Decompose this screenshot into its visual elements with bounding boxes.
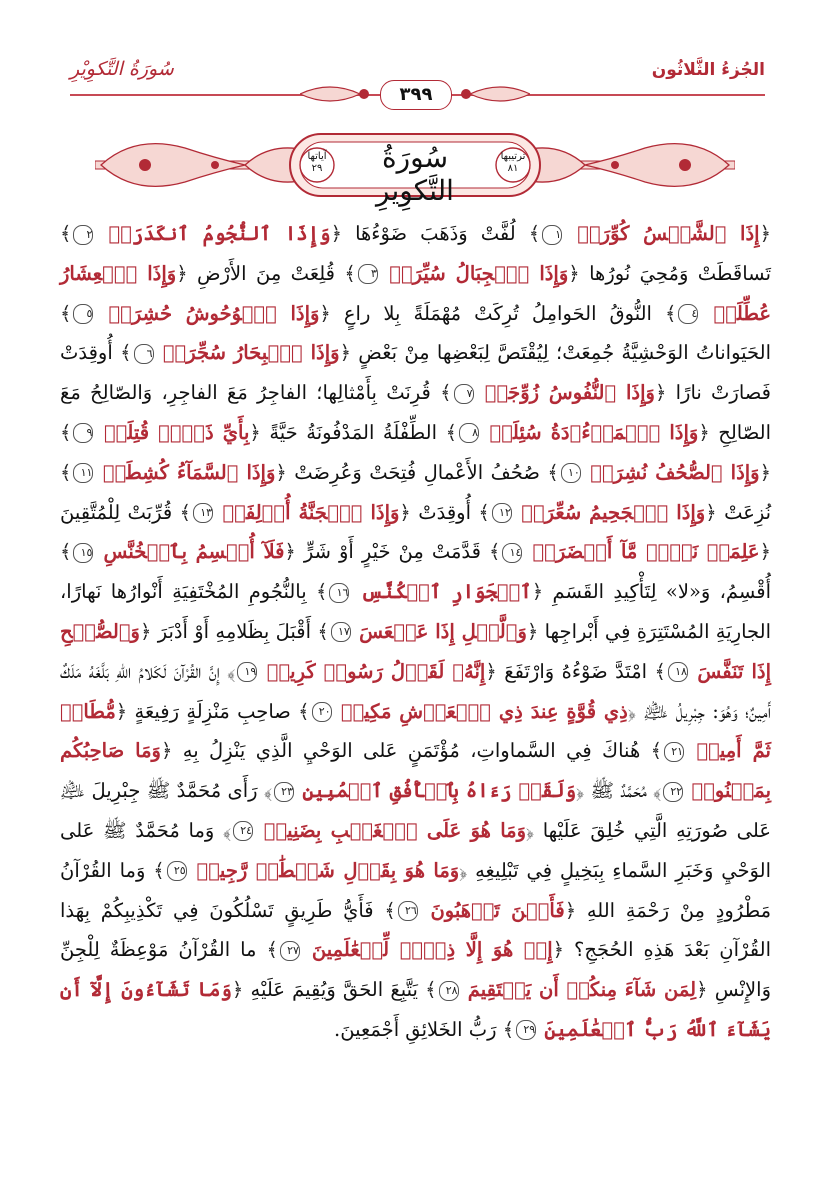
verse-explanation: رَبُّ الخَلائِقِ أَجْمَعِينَ. bbox=[334, 1017, 497, 1041]
verse-close-bracket: ﴾ bbox=[179, 500, 192, 524]
verse-open-bracket: ﴿ bbox=[759, 222, 772, 245]
verse-explanation: امْتَدَّ ضَوْءُهُ وَارْتَفَعَ bbox=[496, 659, 648, 683]
verse-close-bracket: ﴾ bbox=[489, 540, 501, 564]
verse-close-bracket: ﴾ bbox=[120, 341, 132, 365]
verse-number: ١٦ bbox=[329, 583, 349, 603]
verse-close-bracket: ﴾ bbox=[650, 739, 663, 763]
verse-explanation: قُرِنَتْ بِأَمْثالِها؛ الفاجِرُ مَعَ الفاجِرِ، وَالصّالِحُ مَعَ الصّالِحِ bbox=[60, 381, 772, 444]
verse-explanation: أُقْسِمُ، وَ«لا» لِتَأْكِيدِ القَسَمِ bbox=[543, 580, 772, 604]
verse-explanation: ما القُرْآنُ مَوْعِظَةٌ لِلْجِنِّ وَالإِنْسِ bbox=[60, 938, 771, 1002]
verse-open-bracket: ﴿ bbox=[459, 858, 468, 882]
verse-text: وَٱلصُّبۡحِ إِذَا تَنَفَّسَ bbox=[60, 619, 771, 683]
verse bbox=[60, 501, 411, 524]
verse bbox=[60, 421, 261, 444]
verse-explanation: نُزِعَتْ bbox=[716, 500, 772, 524]
verse-text: إِذَا ٱلشَّمۡسُ كُوِّرَتۡ bbox=[577, 222, 760, 245]
verse bbox=[261, 421, 710, 444]
verse-number: ٢٣ bbox=[274, 782, 294, 802]
verse-close-bracket: ﴾ bbox=[266, 938, 278, 962]
verse-open-bracket: ﴿ bbox=[139, 619, 152, 643]
verse-close-bracket: ﴾ bbox=[227, 659, 236, 683]
verse-open-bracket: ﴿ bbox=[759, 460, 772, 484]
verse-text: وَمَا هُوَ بِقَوۡلِ شَيۡطَٰنٖ رَّجِيمٖ bbox=[196, 858, 460, 882]
verse-open-bracket: ﴿ bbox=[319, 301, 331, 325]
verse-open-bracket: ﴿ bbox=[531, 580, 544, 604]
verse-text: وَإِذَا ٱلنُّفُوسُ زُوِّجَتۡ bbox=[484, 381, 655, 405]
verse bbox=[243, 978, 707, 1001]
verse-number: ٨ bbox=[459, 423, 479, 443]
verse-text: وَإِذَا ٱلۡعِشَارُ عُطِّلَتۡ bbox=[60, 261, 771, 325]
verse-close-bracket: ﴾ bbox=[478, 500, 490, 524]
juz-title: الجُزءُ الثَّلاثُون bbox=[651, 60, 765, 80]
verse-open-bracket: ﴿ bbox=[399, 500, 411, 524]
verse-open-bracket: ﴿ bbox=[115, 699, 128, 723]
verse-explanation: أَقْبَلَ بِظَلامِهِ أَوْ أَدْبَرَ bbox=[151, 619, 312, 643]
verse-explanation: وَما مُحَمَّدٌ ﷺ عَلى الوَحْيِ وَخَبَرِ السَّماءِ بِبَخِيلٍ فِي تَبْلِيغِهِ bbox=[60, 818, 771, 882]
verse-close-bracket: ﴾ bbox=[440, 381, 452, 405]
verse-explanation: وَما القُرْآنُ مَطْرُودٍ مِنْ رَحْمَةِ اللهِ bbox=[60, 858, 772, 922]
verse-close-bracket: ﴾ bbox=[317, 619, 329, 643]
verse-close-bracket: ﴾ bbox=[547, 460, 559, 484]
verse-number: ١٠ bbox=[561, 463, 581, 483]
verse-text: إِنَّهُۥ لَقَوۡلُ رَسُولٖ كَرِيمٖ bbox=[266, 659, 486, 683]
verse-number: ٩ bbox=[73, 423, 93, 443]
verse-number: ٢٥ bbox=[167, 861, 187, 881]
verse-explanation: صُحُفُ الأَعْمالِ فُتِحَتْ وَعُرِضَتْ bbox=[286, 460, 540, 484]
verse-text: ٱلۡجَوَارِ ٱلۡكُنَّسِ bbox=[360, 580, 532, 604]
verse-text: وَمَا صَاحِبُكُم بِمَجۡنُونٖ bbox=[60, 739, 771, 803]
verse-number: ٢٠ bbox=[312, 702, 332, 722]
verse bbox=[411, 501, 717, 524]
verse-open-bracket: ﴿ bbox=[627, 699, 636, 723]
verse-number: ٦ bbox=[134, 344, 154, 364]
verse-explanation: أُوقِدَتْ فَصارَتْ نارًا bbox=[60, 341, 772, 405]
order-value: ٨١ bbox=[507, 163, 519, 174]
verse-text: مُّطَاعٖ ثَمَّ أَمِينٖ bbox=[60, 699, 771, 763]
verse-close-bracket: ﴾ bbox=[344, 261, 356, 285]
verse-text: وَٱلَّيۡلِ إِذَا عَسۡعَسَ bbox=[359, 619, 527, 643]
verse bbox=[151, 620, 538, 643]
verse-text: بِأَيِّ ذَنۢبٖ قُتِلَتۡ bbox=[103, 420, 250, 444]
surah-title: سُورَةُ التَّكوِيرِ bbox=[376, 141, 454, 207]
verse-explanation: صاحِبِ مَنْزِلَةٍ رَفِيعَةٍ bbox=[127, 699, 291, 723]
verse-explanation: قُرِّبَتْ لِلْمُتَّقِينَ bbox=[60, 500, 173, 524]
verse-open-bracket: ﴿ bbox=[485, 659, 497, 683]
verse-open-bracket: ﴿ bbox=[759, 540, 771, 564]
verse-explanation: بِالنُّجُومِ المُخْتَفِيَةِ أَنْوارُها نَهارًا، الجارِيَةِ المُسْتَتِرَةِ فِي أَبْراجِها bbox=[60, 580, 771, 643]
verse-text: وَإِذَا ٱلصُّحُفُ نُشِرَتۡ bbox=[590, 460, 760, 484]
verse-text: وَإِذَا ٱلۡجَنَّةُ أُزۡلِفَتۡ bbox=[222, 500, 400, 524]
verse-close-bracket: ﴾ bbox=[654, 659, 666, 683]
verse-open-bracket: ﴿ bbox=[275, 460, 287, 484]
verse-number: ١٣ bbox=[193, 503, 213, 523]
verse-text: وَمَا تَشَآءُونَ إِلَّآ أَن يَشَآءَ ٱللَّهُ رَبُّ ٱلۡعَٰلَمِينَ bbox=[60, 978, 771, 1041]
verse-number: ١٤ bbox=[502, 543, 522, 563]
verse-explanation: النُّوقُ الحَوامِلُ تُرِكَتْ مُهْمَلَةً بِلا راعٍ bbox=[330, 301, 652, 325]
verse bbox=[296, 540, 771, 563]
verse-close-bracket: ﴾ bbox=[60, 222, 72, 245]
verse-close-bracket: ﴾ bbox=[425, 978, 437, 1002]
verse-number: ٢٢ bbox=[663, 782, 683, 802]
verse-close-bracket: ﴾ bbox=[60, 460, 72, 484]
verse-number: ٤ bbox=[678, 304, 698, 324]
header-surah-name: سُورَةُ التَّكوِيْرِ bbox=[70, 58, 174, 80]
verse-text: ذِي قُوَّةٍ عِندَ ذِي ٱلۡعَرۡشِ مَكِينٖ bbox=[340, 699, 628, 723]
verse-explanation: يَتَّبِعَ الحَقَّ وَيُقِيمَ عَلَيْهِ bbox=[243, 978, 418, 1002]
verse-text: لِمَن شَآءَ مِنكُمۡ أَن يَسۡتَقِيمَ bbox=[467, 978, 697, 1002]
verse-number: ٢٩ bbox=[516, 1020, 536, 1040]
verse-explanation: لُفَّتْ وَذَهَبَ ضَوْءُهَا bbox=[342, 222, 516, 245]
verse-number: ١٩ bbox=[237, 662, 257, 682]
verse-open-bracket: ﴿ bbox=[552, 938, 565, 962]
verse-number: ٢٤ bbox=[233, 821, 253, 841]
verse-explanation: هُناكَ فِي السَّماواتِ، مُؤْتَمَنٍ عَلى الوَحْيِ الَّذِي يَنْزِلُ بِهِ bbox=[172, 739, 641, 763]
verse-number: ١٨ bbox=[668, 662, 688, 682]
verse-number: ١٥ bbox=[73, 543, 93, 563]
verse-number: ٢١ bbox=[664, 742, 684, 762]
verse-explanation: رَأَى مُحَمَّدٌ ﷺ جِبْرِيلَ ﵇ عَلى صُورَتِهِ الَّتِي خُلِقَ عَلَيْها bbox=[60, 779, 771, 842]
verse-number: ١١ bbox=[73, 463, 93, 483]
verse-number: ٢٦ bbox=[398, 901, 418, 921]
verse-close-bracket: ﴾ bbox=[60, 540, 72, 564]
verse bbox=[188, 262, 580, 285]
verse-text: وَإِذَا ٱلۡمَوۡءُۥدَةُ سُئِلَتۡ bbox=[489, 420, 699, 444]
verse-open-bracket: ﴿ bbox=[576, 779, 585, 803]
verse-close-bracket: ﴾ bbox=[502, 1017, 515, 1041]
verse-open-bracket: ﴿ bbox=[231, 978, 244, 1002]
verse-text: وَإِذَا ٱلۡجَحِيمُ سُعِّرَتۡ bbox=[521, 500, 706, 524]
verse-open-bracket: ﴿ bbox=[696, 978, 708, 1002]
verse-explanation: مُحَمَّدٌ ﷺ bbox=[584, 779, 647, 803]
verse-open-bracket: ﴿ bbox=[330, 222, 343, 245]
verse-close-bracket: ﴾ bbox=[60, 420, 72, 444]
verse-explanation: فَأَيُّ طَرِيقٍ تَسْلُكُونَ فِي تَكْذِيبِكُمْ بِهَذا القُرْآنِ بَعْدَ هَذِهِ الحُجَجِ؟ bbox=[60, 898, 771, 962]
verse-explanation: قَدَّمَتْ مِنْ خَيْرٍ أَوْ شَرٍّ bbox=[295, 540, 481, 564]
verse-text: وَلَقَدۡ رَءَاهُ بِٱلۡأُفُقِ ٱلۡمُبِينِ bbox=[302, 779, 577, 803]
verse bbox=[287, 461, 771, 484]
verse-explanation: تَساقَطَتْ وَمُحِيَ نُورُها bbox=[579, 261, 771, 285]
verse-number: ١ bbox=[542, 225, 562, 245]
order-badge bbox=[496, 151, 530, 175]
verse-number: ١٧ bbox=[331, 622, 351, 642]
verse bbox=[127, 700, 636, 723]
tafsir-body bbox=[60, 214, 771, 1050]
verse-close-bracket: ﴾ bbox=[445, 420, 457, 444]
order-label: ترتيبها bbox=[500, 151, 526, 162]
verse-text: وَإِذَا ٱلۡجِبَالُ سُيِّرَتۡ bbox=[389, 261, 569, 285]
verse-text: عَلِمَتۡ نَفۡسٞ مَّآ أَحۡضَرَتۡ bbox=[532, 540, 760, 564]
verse-close-bracket: ﴾ bbox=[60, 301, 72, 325]
verse-open-bracket: ﴿ bbox=[705, 500, 717, 524]
verse-number: ٢ bbox=[73, 225, 93, 245]
verse-open-bracket: ﴿ bbox=[249, 420, 261, 444]
verse-open-bracket: ﴿ bbox=[176, 261, 188, 285]
verse-text: فَأَيۡنَ تَذۡهَبُونَ bbox=[430, 898, 565, 922]
verse-number: ٢٧ bbox=[280, 941, 300, 961]
verse-number: ٣ bbox=[358, 264, 378, 284]
verse-close-bracket: ﴾ bbox=[223, 818, 232, 842]
verses-label: آياتها bbox=[307, 151, 327, 162]
verse-number: ١٢ bbox=[492, 503, 512, 523]
verses-value: ٢٩ bbox=[311, 163, 323, 174]
verse-open-bracket: ﴿ bbox=[526, 619, 539, 643]
verse-open-bracket: ﴿ bbox=[284, 540, 296, 564]
page-number-frame bbox=[355, 74, 475, 114]
verse-close-bracket: ﴾ bbox=[665, 301, 677, 325]
verse-close-bracket: ﴾ bbox=[298, 699, 310, 723]
verse-open-bracket: ﴿ bbox=[160, 739, 173, 763]
verse-explanation: الحَيَواناتُ الوَحْشِيَّةُ جُمِعَتْ؛ لِيُقْتَصَّ لِبَعْضِها مِنْ بَعْضٍ bbox=[351, 341, 772, 365]
verse-text: وَإِذَا ٱلنُّجُومُ ٱنكَدَرَتۡ bbox=[108, 222, 331, 245]
verse-close-bracket: ﴾ bbox=[315, 580, 328, 604]
verse-text: فَلَآ أُقۡسِمُ بِٱلۡخُنَّسِ bbox=[103, 540, 285, 564]
verse-text: إِنۡ هُوَ إِلَّا ذِكۡرٞ لِّلۡعَٰلَمِينَ bbox=[311, 938, 553, 962]
verse-text: وَمَا هُوَ عَلَى ٱلۡغَيۡبِ بِضَنِينٖ bbox=[263, 818, 527, 842]
verse-close-bracket: ﴾ bbox=[153, 858, 165, 882]
verse-open-bracket: ﴿ bbox=[564, 898, 577, 922]
verse-number: ٧ bbox=[454, 384, 474, 404]
verse-number: ٢٨ bbox=[439, 981, 459, 1001]
verse bbox=[342, 222, 771, 245]
verse-close-bracket: ﴾ bbox=[653, 779, 662, 803]
page-number: ٣٩٩ bbox=[380, 80, 452, 110]
verse-explanation: أُوقِدَتْ bbox=[410, 500, 472, 524]
verses-count-badge bbox=[300, 151, 334, 175]
verse-open-bracket: ﴿ bbox=[654, 381, 667, 405]
verse-open-bracket: ﴿ bbox=[568, 261, 580, 285]
verse-number: ٥ bbox=[73, 304, 93, 324]
verse-open-bracket: ﴿ bbox=[339, 341, 351, 365]
verse-text: وَإِذَا ٱلۡبِحَارُ سُجِّرَتۡ bbox=[162, 341, 340, 365]
verse-text: وَإِذَا ٱلسَّمَآءُ كُشِطَتۡ bbox=[102, 460, 276, 484]
verse-open-bracket: ﴿ bbox=[526, 818, 535, 842]
verse-explanation: الطِّفْلَةُ المَدْفُونَةُ حَيَّةً bbox=[260, 420, 438, 444]
verse-text: وَإِذَا ٱلۡوُحُوشُ حُشِرَتۡ bbox=[108, 301, 320, 325]
verse-close-bracket: ﴾ bbox=[528, 222, 541, 245]
verse-close-bracket: ﴾ bbox=[263, 779, 272, 803]
verse-open-bracket: ﴿ bbox=[698, 420, 710, 444]
verse-close-bracket: ﴾ bbox=[384, 898, 396, 922]
verse-explanation: قُلِعَتْ مِنَ الأَرْضِ bbox=[187, 261, 336, 285]
verse-explanation: إِنَّ القُرْآنَ لَكَلامُ اللهِ بَلَّغَهُ مَلَكٌ أَمِينٌ؛ وَهُوَ: جِبْرِيلُ ﵇ bbox=[60, 659, 771, 723]
